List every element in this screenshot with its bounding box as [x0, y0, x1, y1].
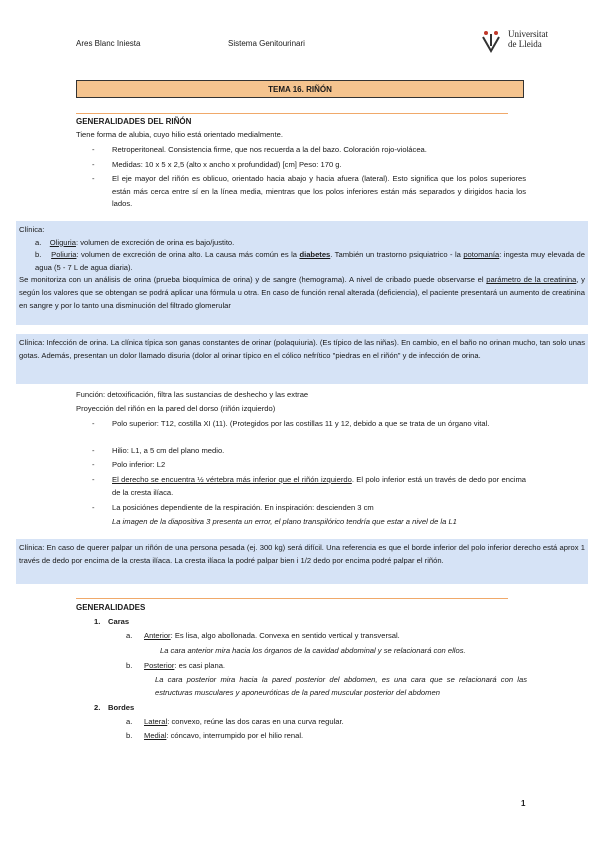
list-item: Hilio: L1, a 5 cm del plano medio. [112, 446, 225, 455]
list-item: b. Poliuria: volumen de excreción de orina alto. La causa más común es la diabetes. También un trastorno psiquiatrico - la potomanía: ingesta muy elevada de agua (5 - 7 L de agua diaria). [35, 250, 585, 272]
list-item: Posterior: es casi plana. [144, 661, 226, 670]
clinic-box [16, 334, 588, 384]
page-number: 1 [521, 799, 526, 808]
list-number: 1. [94, 617, 101, 626]
divider [76, 598, 508, 599]
clinic-box [16, 539, 588, 584]
list-number: 2. [94, 703, 101, 712]
clinic-label: Clínica: [19, 225, 45, 234]
note-text: La cara posterior mira hacia la pared posterior del abdomen, es una cara que se relacionará con las estructuras musculares y aponeuróticas de la pared muscular posterior del abdomen [155, 675, 527, 697]
list-marker: a. [126, 631, 133, 640]
list-item: Medidas: 10 x 5 x 2,5 (alto x ancho x profundidad) [cm] Peso: 170 g. [112, 160, 342, 169]
list-item: Retroperitoneal. Consistencia firme, que nos recuerda a la del bazo. Coloración rojo-violácea. [112, 145, 427, 154]
list-marker: b. [126, 731, 133, 740]
function-text: Función: detoxificación, filtra las sustancias de deshecho y las extrae [76, 390, 309, 399]
list-item: Polo inferior: L2 [112, 460, 166, 469]
list-item: a. Oliguria: volumen de excreción de orina es bajo/justito. [35, 237, 235, 247]
list-item: La posiciónes dependiente de la respiración. En inspiración: descienden 3 cm [112, 503, 374, 512]
clinic-paragraph: Clínica: En caso de querer palpar un riñón de una persona pesada (ej. 300 kg) será difícil. Una referencia es que el borde inferior del polo inferior derecho está aprox 1 través de dedo por encima de la cresta ilíaca. La cresta ilíaca la podré palpar bien i 1/2 dedo por encima podré palpar el riñón. [19, 543, 585, 565]
projection-text: Proyección del riñón en la pared del dorso (riñón izquierdo) [76, 404, 276, 413]
university-logo-icon [478, 28, 504, 54]
clinic-paragraph: Se monitoriza con un análisis de orina (prueba bioquímica de orina) y de sangre (hemograma). A nivel de cribado puede observarse el parámetro de la creatinina, y según los valores que se obtengan se podrá aplicar una fórmula u otra. En caso de función renal alterada (deficiencia), el paciente presentará un aumento de creatinina en sangre y por lo tanto una disminución del filtrado glomerular [19, 275, 585, 310]
clinic-paragraph: Clínica: Infección de orina. La clínica típica son ganas constantes de orinar (polaquiuria). (Es típico de las niñas). En cambio, en el baño no orinan mucho, tan solo unas gotas. Además, presentan un dolor llamado disuria (dolor al orinar típico en el cólico nefrítico "piedras en el riñón" y de infección de orina. [19, 338, 585, 360]
list-item: Polo superior: T12, costilla XI (11). (Protegidos por las costillas 11 y 12, debido a que se trata de un órgano vital. [112, 419, 490, 428]
section-heading: GENERALIDADES DEL RIÑÓN [76, 117, 192, 126]
list-item: Anterior: Es lisa, algo abollonada. Convexa en sentido vertical y transversal. [144, 631, 400, 640]
note-text: La imagen de la diapositiva 3 presenta un error, el plano transpilórico tendría que estar a nivel de la L1 [112, 517, 457, 526]
list-item: Lateral: convexo, reúne las dos caras en una curva regular. [144, 717, 344, 726]
list-marker: a. [126, 717, 133, 726]
divider [76, 113, 508, 114]
university-name: Universitat de Lleida [508, 29, 548, 49]
list-item: Caras [108, 617, 130, 626]
clinic-box [16, 221, 588, 325]
list-item: El derecho se encuentra ½ vértebra más inferior que el riñón izquierdo. El polo inferior está un través de dedo por encima de la cresta ilíaca. [112, 475, 526, 497]
list-item: El eje mayor del riñón es oblicuo, orientado hacia abajo y hacia afuera (lateral). Esto significa que los polos superiores están más cerca entre sí en la línea media, mientras que los polos inferiores están más separados y dirigidos hacia los lados. [112, 174, 526, 209]
note-text: La cara anterior mira hacia los órganos de la cavidad abdominal y se relacionará con ellos. [160, 646, 466, 655]
list-item: Bordes [108, 703, 135, 712]
page-title: TEMA 16. RIÑÓN [76, 80, 524, 98]
header-subject: Sistema Genitourinari [228, 39, 305, 48]
list-marker: b. [126, 661, 133, 670]
list-item: Medial: cóncavo, interrumpido por el hilio renal. [144, 731, 304, 740]
intro-text: Tiene forma de alubia, cuyo hilio está orientado medialmente. [76, 130, 283, 139]
section-heading: GENERALIDADES [76, 603, 146, 612]
header-author: Ares Blanc Iniesta [76, 39, 141, 48]
